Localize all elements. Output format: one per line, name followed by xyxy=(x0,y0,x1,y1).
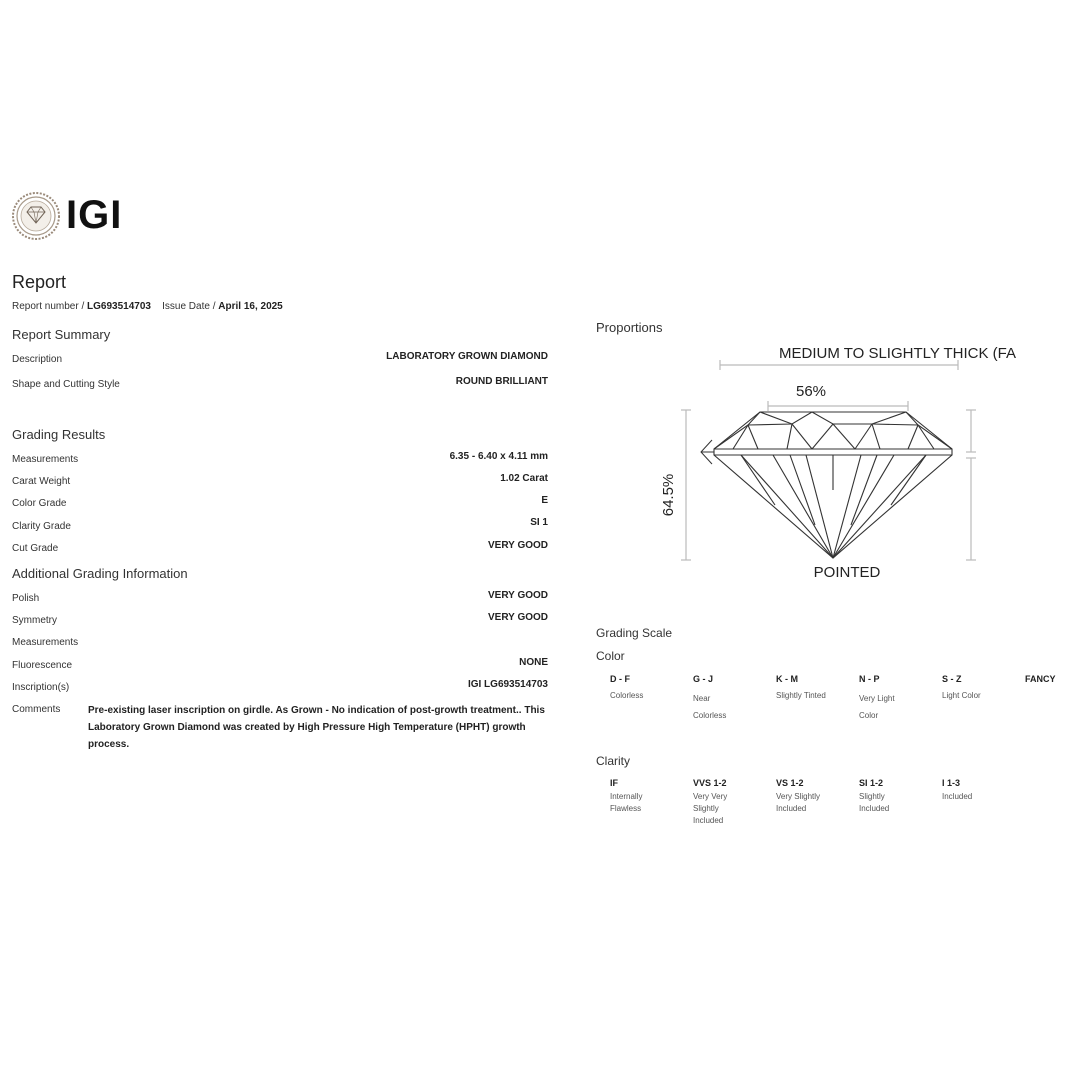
clarity-scale-item xyxy=(942,777,1020,803)
table-dimension-line xyxy=(768,401,908,411)
proportions-heading: Proportions xyxy=(596,320,663,335)
girdle-arrow-icon xyxy=(701,440,714,464)
grade-code: N - P xyxy=(859,674,880,684)
depth-dimension-line xyxy=(681,410,691,560)
additional-info-heading: Additional Grading Information xyxy=(12,566,188,581)
table-label: 56% xyxy=(795,383,827,400)
carat-weight-label: Carat Weight xyxy=(12,476,71,487)
fluorescence-value: NONE xyxy=(519,657,548,668)
depth-label: 64.5% xyxy=(660,473,677,517)
shape-value: ROUND BRILLIANT xyxy=(455,376,548,387)
grade-description: Included xyxy=(942,792,973,801)
polish-label: Polish xyxy=(12,593,40,604)
proportions-diagram xyxy=(650,330,1080,590)
clarity-scale-item xyxy=(859,777,909,815)
symmetry-label: Symmetry xyxy=(12,615,57,626)
grade-description: Colorless xyxy=(610,691,644,700)
issue-date: April 16, 2025 xyxy=(218,301,283,312)
grade-code: VVS 1-2 xyxy=(693,778,727,788)
clarity-scale-item xyxy=(776,777,836,815)
grading-results-heading: Grading Results xyxy=(12,427,106,442)
color-scale-item xyxy=(610,673,688,702)
issue-date-label: Issue Date / xyxy=(162,301,216,312)
grade-code: FANCY xyxy=(1025,674,1056,684)
comments-label: Comments xyxy=(12,704,61,715)
igi-seal-icon xyxy=(12,192,60,240)
color-scale-item xyxy=(1025,673,1075,685)
report-number: LG693514703 xyxy=(87,301,151,312)
girdle-label: MEDIUM TO SLIGHTLY THICK (FA xyxy=(779,345,1016,362)
color-grade-label: Color Grade xyxy=(12,498,67,509)
symmetry-value: VERY GOOD xyxy=(487,612,548,623)
measurements-value: 6.35 - 6.40 x 4.11 mm xyxy=(449,451,548,462)
grade-description: Slightly Tinted xyxy=(776,691,826,700)
brand-logo-text: IGI xyxy=(66,193,123,237)
color-scale-item xyxy=(942,673,1020,702)
cut-grade-value: VERY GOOD xyxy=(487,540,548,551)
color-grade-value: E xyxy=(541,495,548,506)
measurements-label: Measurements xyxy=(12,454,79,465)
color-scale-heading: Color xyxy=(596,649,625,663)
report-number-label: Report number / xyxy=(12,301,85,312)
grade-description: Very Very Slightly Included xyxy=(693,792,728,825)
grade-code: I 1-3 xyxy=(942,778,961,788)
carat-weight-value: 1.02 Carat xyxy=(500,473,548,484)
grade-description: Slightly Included xyxy=(859,792,890,813)
clarity-grade-value: SI 1 xyxy=(530,517,548,528)
grade-code: S - Z xyxy=(942,674,962,684)
color-scale-item xyxy=(776,673,854,702)
additional-measurements-label: Measurements xyxy=(12,637,79,648)
report-meta xyxy=(12,301,283,312)
clarity-scale-heading: Clarity xyxy=(596,754,631,768)
grading-scale-heading: Grading Scale xyxy=(596,626,673,640)
crown-pavilion-dimension-lines xyxy=(966,410,976,560)
report-title: Report xyxy=(12,272,67,292)
culet-label: POINTED xyxy=(813,564,881,581)
fluorescence-label: Fluorescence xyxy=(12,660,73,671)
grade-code: SI 1-2 xyxy=(859,778,884,788)
description-value: LABORATORY GROWN DIAMOND xyxy=(386,351,548,362)
grade-code: D - F xyxy=(610,674,630,684)
description-label: Description xyxy=(12,354,63,365)
grade-description: Internally Flawless xyxy=(610,792,643,813)
grade-code: K - M xyxy=(776,674,798,684)
grade-description: Very Slightly Included xyxy=(776,792,821,813)
inscription-value: IGI LG693514703 xyxy=(467,679,548,690)
grade-description: Very Light Color xyxy=(859,694,895,720)
clarity-grade-label: Clarity Grade xyxy=(12,521,71,532)
grade-code: VS 1-2 xyxy=(776,778,804,788)
clarity-scale-item xyxy=(610,777,660,815)
color-scale-item xyxy=(693,673,743,724)
shape-label: Shape and Cutting Style xyxy=(12,379,120,390)
cut-grade-label: Cut Grade xyxy=(12,543,59,554)
comments-text: Pre-existing laser inscription on girdle. As Grown - No indication of post-growth treatment.. This Laboratory Grown Diamond was created by High Pressure High Temperature (HPHT) growth process. xyxy=(88,705,545,750)
report-summary-heading: Report Summary xyxy=(12,327,111,342)
grade-code: G - J xyxy=(693,674,714,684)
diamond-profile-icon xyxy=(714,412,952,558)
grade-description: Light Color xyxy=(942,691,981,700)
polish-value: VERY GOOD xyxy=(487,590,548,601)
clarity-scale-item xyxy=(693,777,743,827)
grade-code: IF xyxy=(610,778,618,788)
inscription-label: Inscription(s) xyxy=(12,682,70,693)
grade-description: Near Colorless xyxy=(693,694,727,720)
color-scale-item xyxy=(859,673,905,724)
